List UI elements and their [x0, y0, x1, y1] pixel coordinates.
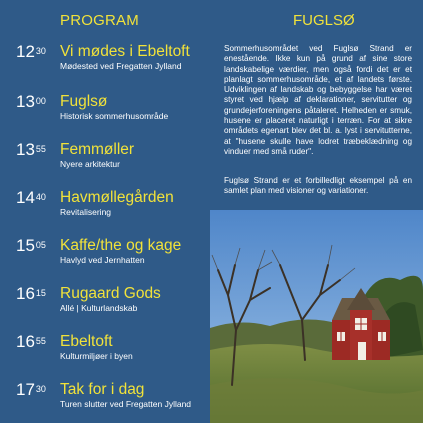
fuglso-paragraph-2: Fuglsø Strand er et forbilledligt eksempel på en samlet plan med visioner og variationer.: [224, 176, 412, 196]
item-subtitle: Allé | Kulturlandskab: [60, 303, 138, 313]
program-item: [0, 188, 205, 222]
item-title: Kaffe/the og kage: [60, 237, 182, 254]
program-item: [0, 284, 205, 318]
summerhouse-photo: [210, 210, 423, 423]
program-item: [0, 92, 205, 126]
program-item: [0, 42, 205, 76]
item-time: $13^{55}$: [16, 140, 46, 159]
item-time: $12^{30}$: [16, 42, 46, 61]
item-time: $16^{55}$: [16, 332, 46, 351]
program-item: [0, 332, 205, 366]
program-item: [0, 236, 205, 270]
program-heading: PROGRAM: [60, 12, 139, 29]
item-subtitle: Turen slutter ved Fregatten Jylland: [60, 399, 192, 409]
item-title: Tak for i dag: [60, 381, 145, 398]
item-title: Femmøller: [60, 141, 135, 158]
item-subtitle: Havlyd ved Jernhatten: [60, 255, 145, 265]
item-time: $15^{05}$: [16, 236, 46, 255]
item-time: $16^{15}$: [16, 284, 46, 303]
item-title: Rugaard Gods: [60, 285, 161, 302]
item-time: $13^{00}$: [16, 92, 46, 111]
item-subtitle: Revitalisering: [60, 207, 112, 217]
program-item: [0, 380, 205, 414]
fuglso-heading: FUGLSØ: [293, 12, 355, 29]
item-time: $17^{30}$: [16, 380, 46, 399]
item-title: Fuglsø: [60, 93, 108, 110]
item-title: Vi mødes i Ebeltoft: [60, 43, 190, 60]
fuglso-paragraph-1: Sommerhusområdet ved Fuglsø Strand er enestående. Ikke kun på grund af sine store landskabelige værdier, men også fordi det er et planlagt sommerhusområde, et af landets første. Udviklingen af landskab og bebyggelse har været styret ved hjælp af deklarationer, servitutter og grundejerforeningens påtaleret. Helheden er smuk, husene er placeret naturligt i terræn. For at sikre områdets egenart blev det bl. a. lyst i servitutterne, at "husene skulle have lodret træbeklædning og vinduer med små ruder".: [224, 44, 412, 156]
item-subtitle: Historisk sommerhusområde: [60, 111, 169, 121]
item-subtitle: Nyere arkitektur: [60, 159, 120, 169]
item-title: Havmøllegården: [60, 189, 174, 206]
item-subtitle: Kulturmiljøer i byen: [60, 351, 133, 361]
program-item: [0, 140, 205, 174]
item-time: $14^{40}$: [16, 188, 46, 207]
program-column: [0, 0, 205, 423]
item-title: Ebeltoft: [60, 333, 113, 350]
item-subtitle: Mødested ved Fregatten Jylland: [60, 61, 182, 71]
